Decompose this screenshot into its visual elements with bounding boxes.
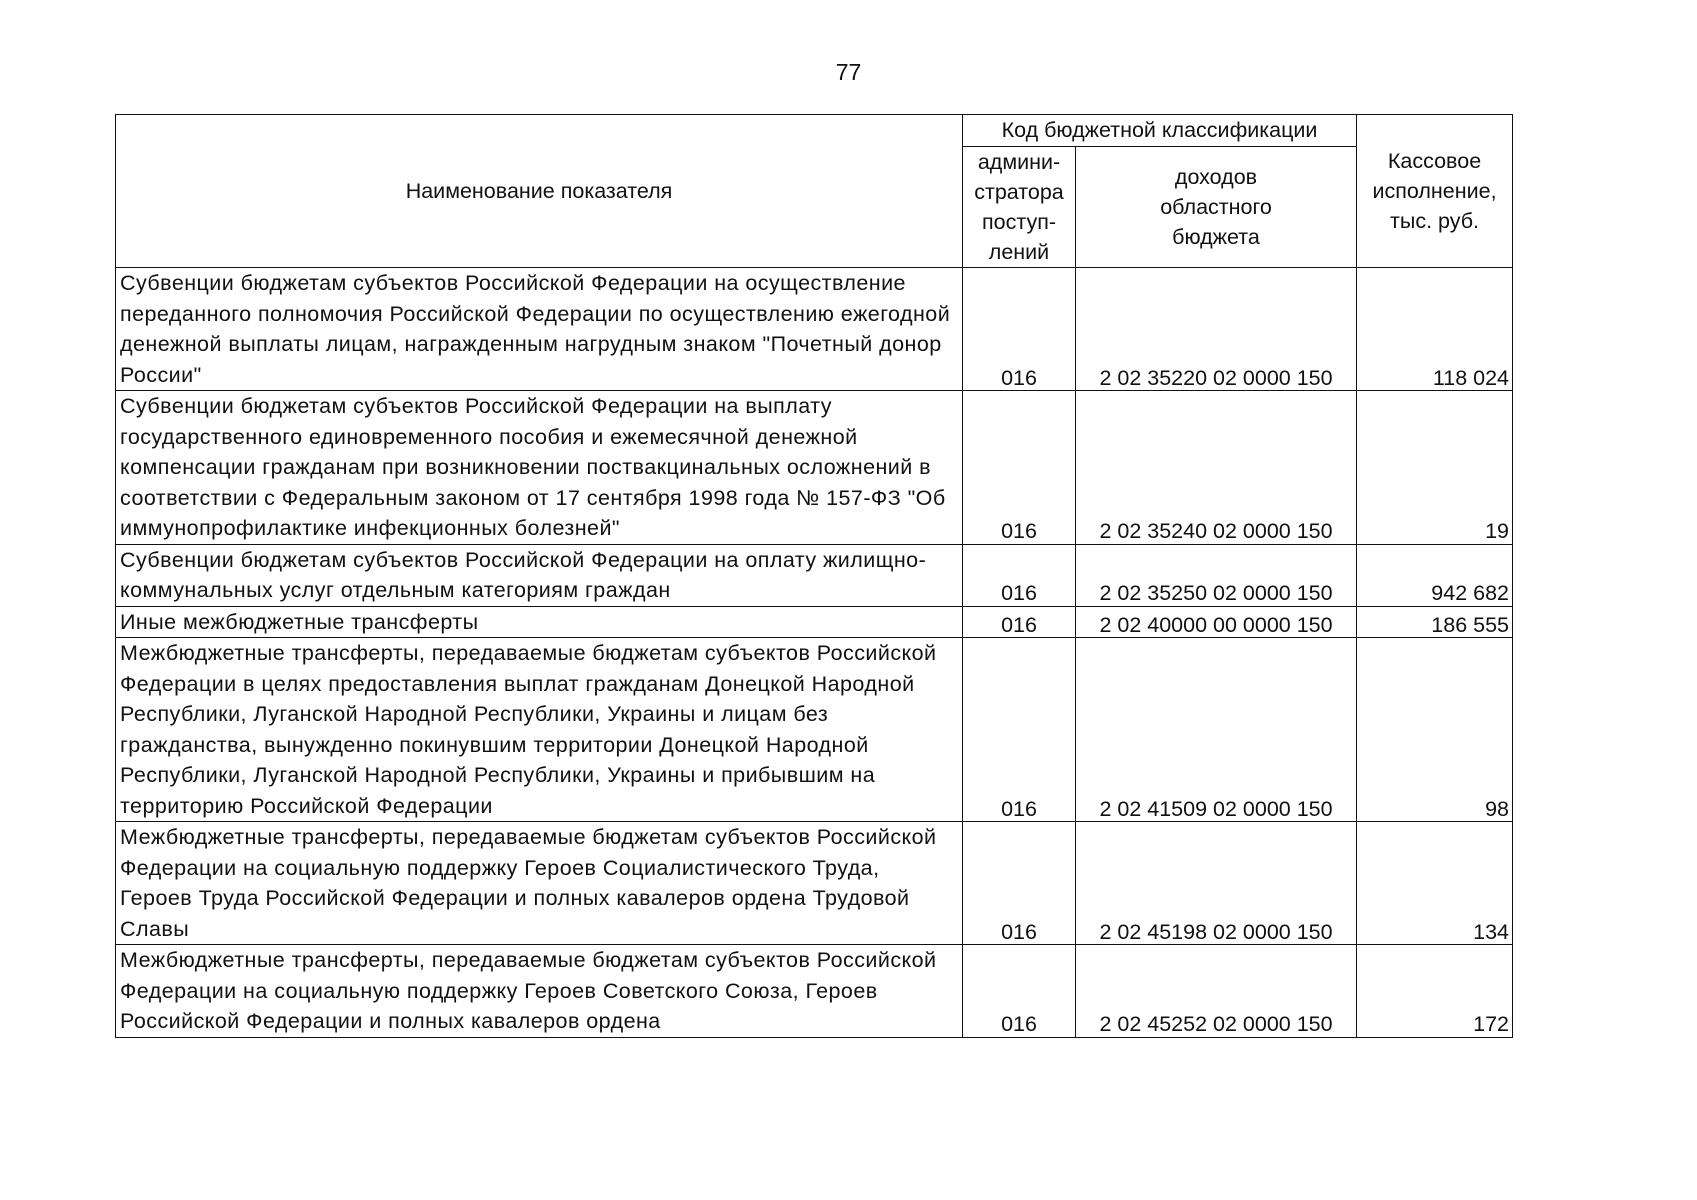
row-indicator-name: Межбюджетные трансферты, передаваемые бюджетам субъектов Российской Федерации в целях предоставления выплат гражданам Донецкой Народной Республики, Луганской Народной Республики, Украины и лицам без гражданства, вынужденно покинувшим территории Донецкой Народной Республики, Луганской Народной Республики, Украины и прибывшим на территорию Российской Федерации	[120, 641, 937, 818]
row-administrator-code: 016	[1001, 519, 1037, 543]
row-administrator-code: 016	[1001, 612, 1037, 637]
row-indicator-name: Субвенции бюджетам субъектов Российской Федерации на осуществление переданного полномочия Российской Федерации по осуществлению ежегодной денежной выплаты лицам, награжденным нагрудным знаком "Почетный донор России"	[120, 271, 951, 387]
row-administrator-code-cell	[963, 945, 1076, 1038]
row-cash-amount-cell	[1357, 268, 1513, 391]
row-indicator-name-cell	[116, 822, 963, 945]
table-body	[116, 268, 1513, 1038]
row-administrator-code-cell	[963, 822, 1076, 945]
table-row	[116, 268, 1513, 391]
row-indicator-name-cell	[116, 268, 963, 391]
row-administrator-code-cell	[963, 544, 1076, 606]
row-cash-amount: 186 555	[1431, 612, 1510, 637]
row-revenue-code: 2 02 35240 02 0000 150	[1099, 519, 1333, 543]
row-indicator-name: Субвенции бюджетам субъектов Российской Федерации на оплату жилищно-коммунальных услуг отдельным категориям граждан	[120, 547, 927, 602]
row-cash-amount: 118 024	[1432, 365, 1510, 390]
row-administrator-code: 016	[1001, 919, 1037, 944]
header-administrator-text: админи- стратора поступ- лений	[974, 150, 1064, 264]
table-row	[116, 945, 1513, 1038]
page-number: 77	[835, 59, 862, 85]
row-indicator-name-cell	[116, 606, 963, 638]
row-indicator-name: Субвенции бюджетам субъектов Российской Федерации на выплату государственного единовременного пособия и ежемесячной денежной компенсации гражданам при возникновении поствакцинальных осложнений в соответствии с Федеральным законом от 17 сентября 1998 года № 157-ФЗ "Об иммунопрофилактике инфекционных болезней"	[120, 394, 946, 540]
row-revenue-code-cell	[1076, 606, 1357, 638]
table-row	[116, 391, 1513, 545]
row-administrator-code: 016	[1001, 796, 1037, 821]
table-row	[116, 638, 1513, 822]
row-revenue-code-cell	[1076, 391, 1357, 545]
row-revenue-code-cell	[1076, 945, 1357, 1038]
row-cash-amount: 942 682	[1431, 581, 1510, 605]
row-administrator-code: 016	[1001, 581, 1037, 605]
row-indicator-name-cell	[116, 945, 963, 1038]
row-revenue-code-cell	[1076, 544, 1357, 606]
row-indicator-name: Иные межбюджетные трансферты	[120, 609, 479, 634]
row-indicator-name: Межбюджетные трансферты, передаваемые бюджетам субъектов Российской Федерации на социальную поддержку Героев Социалистического Труда, Героев Труда Российской Федерации и полных кавалеров ордена Трудовой Славы	[120, 825, 937, 941]
header-revenue-code	[1076, 147, 1357, 268]
row-indicator-name: Межбюджетные трансферты, передаваемые бюджетам субъектов Российской Федерации на социальную поддержку Героев Советского Союза, Героев Российской Федерации и полных кавалеров ордена	[120, 948, 937, 1033]
row-administrator-code-cell	[963, 391, 1076, 545]
row-revenue-code-cell	[1076, 268, 1357, 391]
header-cash-execution-text: Кассовое исполнение, тыс. руб.	[1372, 149, 1497, 233]
row-indicator-name-cell	[116, 638, 963, 822]
row-revenue-code-cell	[1076, 638, 1357, 822]
header-revenue-code-text: доходов областного бюджета	[1160, 165, 1272, 249]
row-cash-amount: 98	[1485, 796, 1510, 821]
header-code-group: Код бюджетной классификации	[963, 115, 1357, 147]
header-indicator-name: Наименование показателя	[116, 115, 963, 268]
table-row	[116, 606, 1513, 638]
row-cash-amount: 134	[1473, 919, 1510, 944]
header-administrator	[963, 147, 1076, 268]
header-cash-execution	[1357, 115, 1513, 268]
row-administrator-code-cell	[963, 638, 1076, 822]
row-indicator-name-cell	[116, 544, 963, 606]
row-indicator-name-cell	[116, 391, 963, 545]
row-administrator-code-cell	[963, 268, 1076, 391]
row-revenue-code: 2 02 45198 02 0000 150	[1099, 919, 1333, 944]
table-row	[116, 544, 1513, 606]
row-administrator-code-cell	[963, 606, 1076, 638]
row-revenue-code: 2 02 35250 02 0000 150	[1099, 581, 1333, 605]
row-cash-amount: 172	[1473, 1012, 1510, 1036]
row-administrator-code: 016	[1001, 365, 1037, 390]
table-row	[116, 822, 1513, 945]
row-cash-amount-cell	[1357, 638, 1513, 822]
row-revenue-code: 2 02 35220 02 0000 150	[1099, 365, 1333, 390]
row-cash-amount: 19	[1485, 519, 1510, 543]
row-cash-amount-cell	[1357, 606, 1513, 638]
budget-revenue-table	[115, 114, 1513, 1038]
row-cash-amount-cell	[1357, 945, 1513, 1038]
row-cash-amount-cell	[1357, 544, 1513, 606]
row-revenue-code: 2 02 45252 02 0000 150	[1099, 1012, 1333, 1036]
row-revenue-code: 2 02 40000 00 0000 150	[1099, 612, 1333, 637]
row-cash-amount-cell	[1357, 822, 1513, 945]
row-revenue-code: 2 02 41509 02 0000 150	[1099, 796, 1333, 821]
row-administrator-code: 016	[1001, 1012, 1037, 1036]
row-revenue-code-cell	[1076, 822, 1357, 945]
row-cash-amount-cell	[1357, 391, 1513, 545]
